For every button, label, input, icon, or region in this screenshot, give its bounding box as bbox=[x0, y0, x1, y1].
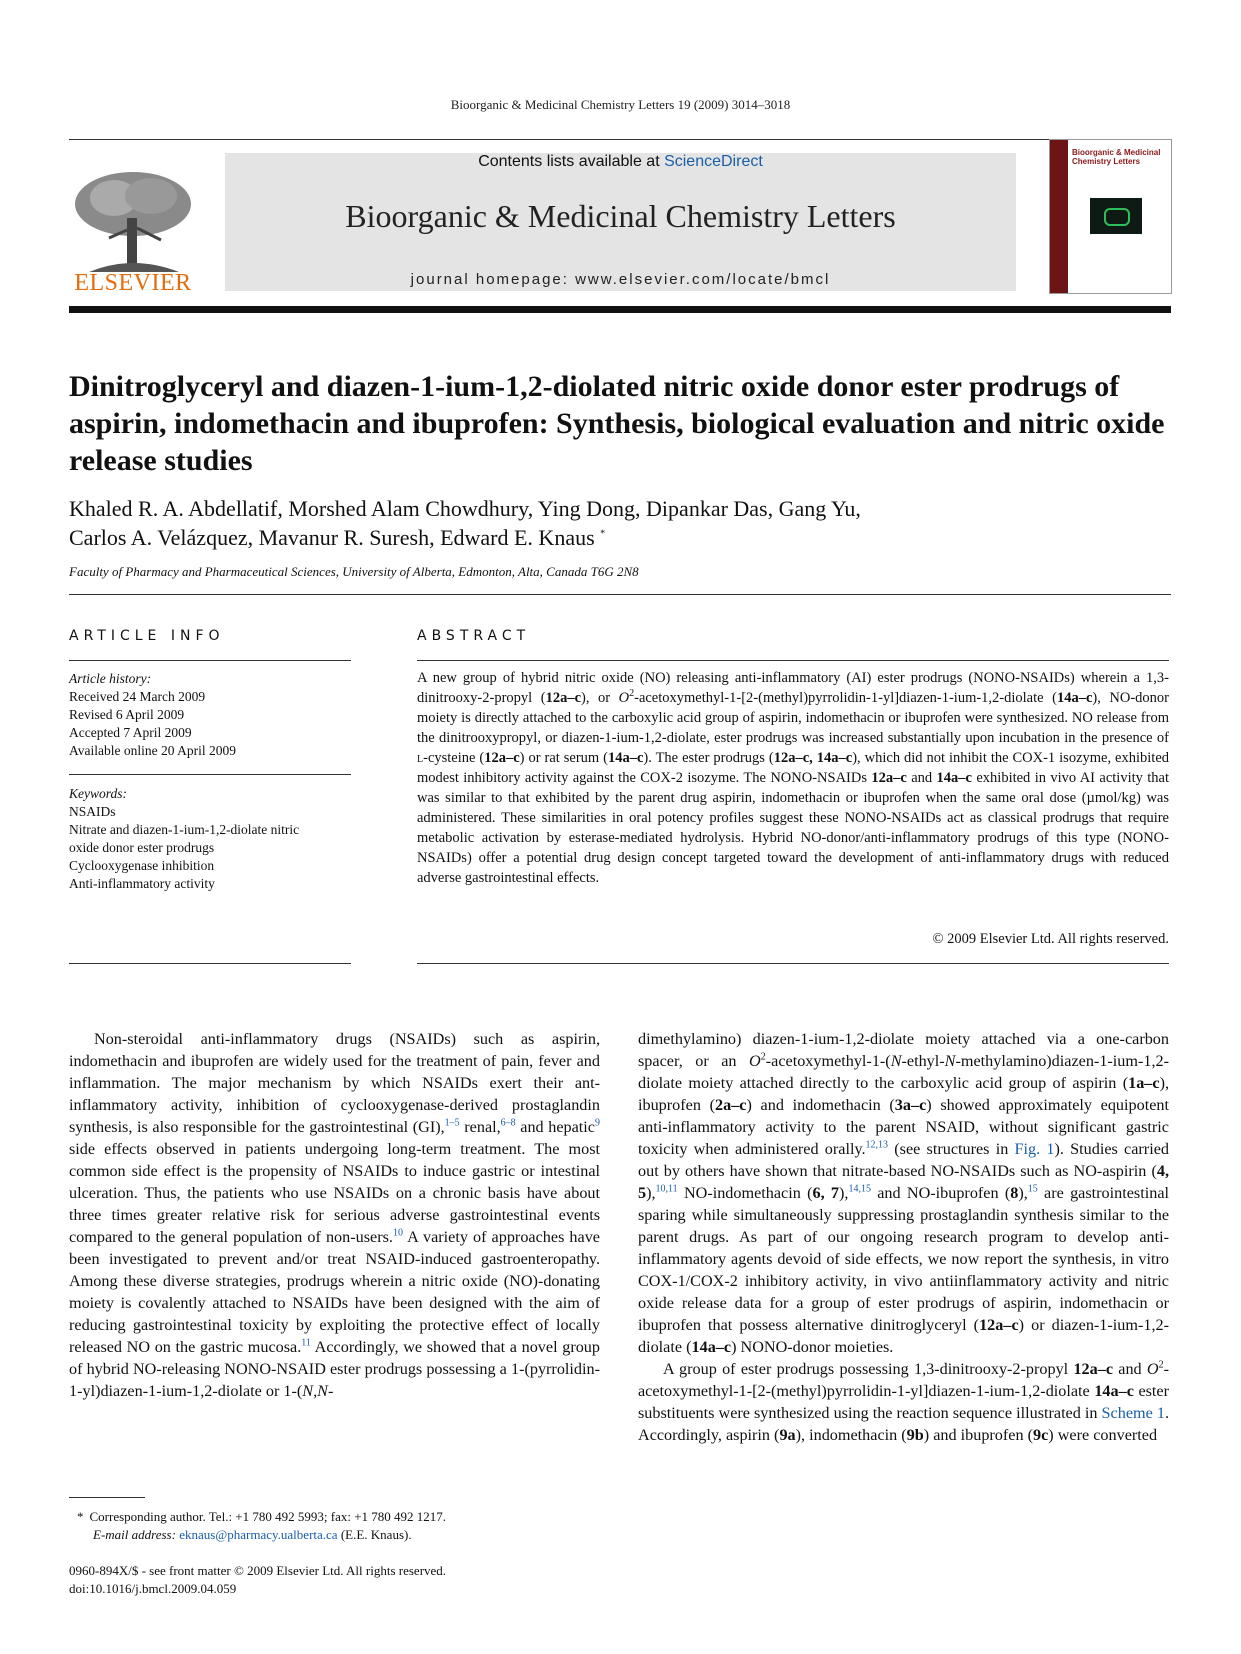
abstract-rule-top bbox=[417, 660, 1169, 661]
abstract-text: A new group of hybrid nitric oxide (NO) releasing anti-inflammatory (AI) ester prodrugs (NONO-NSAIDs) wherein a 1,3-dinitrooxy-2-propyl (12a–c), or $O^2-acetoxymethyl-1-[2-(methyl)pyrrolidin-1-yl]diazen-1-ium-1,2$-diolate (14a–c), NO-donor moiety is directly attached to the carboxylic acid group of aspirin, indomethacin or ibuprofen were synthesized. NO release from the dinitrooxypropyl, or diazen-1-ium-1,2-diolate, ester prodrugs was increased substantially upon incubation in the presence of l-cysteine (12a–c) or rat serum (14a–c). The ester prodrugs (12a–c, 14a–c), which did not inhibit the COX-1 isozyme, exhibited modest inhibitory activity against the COX-2 isozyme. The NONO-NSAIDs 12a–c and 14a–c exhibited in vivo AI activity that was similar to that exhibited by the parent drug aspirin, indomethacin or ibuprofen when the same oral dose (µmol/kg) was administered. These similarities in oral potency profiles suggest these NONO-NSAIDs act as classical prodrugs that require metabolic activation by esterase-mediated hydrolysis. Hybrid NO-donor/anti-inflammatory prodrugs of this type (NONO-NSAIDs) offer a potential drug design concept targeted toward the development of anti-inflammatory drugs with reduced adverse gastrointestinal effects. bbox=[417, 670, 1170, 886]
sciencedirect-link[interactable]: ScienceDirect bbox=[664, 153, 763, 170]
info-rule-mid bbox=[69, 774, 351, 775]
info-rule-bottom bbox=[69, 963, 351, 964]
history-revised: Revised 6 April 2009 bbox=[69, 707, 185, 722]
header-rule bbox=[69, 139, 1171, 140]
email-label: E-mail address: bbox=[93, 1527, 176, 1542]
email-suffix: (E.E. Knaus). bbox=[340, 1527, 412, 1542]
journal-reference: Bioorganic & Medicinal Chemistry Letters 19 (2009) 3014–3018 bbox=[450, 97, 791, 112]
keyword-item: NSAIDs bbox=[69, 804, 116, 819]
article-info-heading: ARTICLE INFO bbox=[69, 628, 225, 644]
cover-spine bbox=[1050, 140, 1068, 293]
copyright-notice: © 2009 Elsevier Ltd. All rights reserved. bbox=[932, 931, 1169, 947]
corresponding-author-note: Corresponding author. Tel.: +1 780 492 5993; fax: +1 780 492 1217. bbox=[89, 1509, 447, 1524]
cover-figure bbox=[1090, 198, 1142, 234]
keyword-item: Nitrate and diazen-1-ium-1,2-diolate nitric bbox=[69, 822, 300, 837]
footnote-rule bbox=[69, 1497, 145, 1498]
affiliation-rule bbox=[69, 594, 1171, 595]
abstract-rule-bottom bbox=[417, 963, 1169, 964]
history-accepted: Accepted 7 April 2009 bbox=[69, 725, 192, 740]
keywords bbox=[69, 785, 351, 893]
corresponding-author-mark[interactable]: * bbox=[600, 528, 606, 540]
author-list bbox=[69, 494, 1169, 552]
history-received: Received 24 March 2009 bbox=[69, 689, 206, 704]
journal-homepage[interactable]: journal homepage: www.elsevier.com/locate/bmcl bbox=[410, 271, 831, 288]
keyword-item: Cyclooxygenase inhibition bbox=[69, 858, 215, 873]
keyword-item: Anti-inflammatory activity bbox=[69, 876, 215, 891]
elsevier-wordmark: ELSEVIER bbox=[74, 270, 192, 296]
email-link[interactable]: eknaus@pharmacy.ualberta.ca bbox=[179, 1527, 338, 1542]
authors-line-1: Khaled R. A. Abdellatif, Morshed Alam Chowdhury, Ying Dong, Dipankar Das, Gang Yu, bbox=[69, 496, 861, 521]
contents-line bbox=[225, 153, 1016, 171]
keyword-item: oxide donor ester prodrugs bbox=[69, 840, 215, 855]
cover-title: Bioorganic & Medicinal Chemistry Letters bbox=[1072, 148, 1161, 166]
journal-title: Bioorganic & Medicinal Chemistry Letters bbox=[345, 198, 896, 234]
history-online: Available online 20 April 2009 bbox=[69, 743, 236, 758]
info-rule-top bbox=[69, 660, 351, 661]
affiliation: Faculty of Pharmacy and Pharmaceutical Sciences, University of Alberta, Edmonton, Alta, Canada T6G 2N8 bbox=[69, 564, 639, 579]
contents-prefix: Contents lists available at bbox=[478, 153, 665, 170]
body-column-right: dimethylamino) diazen-1-ium-1,2-diolate moiety attached via a one-carbon spacer, or an $O^2-acetoxymethyl-1-(N-ethyl-N-methylamino)diazen-1-ium-1,2$-diolate moiety attached directly to the carboxylic acid group of aspirin (1a–c), ibuprofen (2a–c) and indomethacin (3a–c) showed approximately equipotent anti-inflammatory activity to the parent NSAID, without significant gastric toxicity when administered orally.$^{12,13}$ (see structures in Fig. 1). Studies carried out by others have shown that nitrate-based NO-NSAIDs such as NO-aspirin (4, 5),$^{10,11}$ NO-indomethacin (6, 7),$^{14,15}$ and NO-ibuprofen (8),$^{15}$ are gastrointestinal sparing while simultaneously suppressing prostaglandin synthesis similar to the parent drugs. As part of our ongoing research program to develop anti-inflammatory agents devoid of side effects, we now report the synthesis, in vitro COX-1/COX-2 inhibitory activity, in vivo antiinflammatory activity and nitric oxide release data for a group of ester prodrugs of aspirin, indomethacin or ibuprofen that possess alternative dinitroglyceryl (12a–c) or diazen-1-ium-1,2-diolate (14a–c) NONO-donor moieties. A group of ester prodrugs possessing 1,3-dinitrooxy-2-propyl 12a–c and $O^2-acetoxymethyl-1-[2-(methyl)pyrrolidin-1-yl]diazen-1-ium-1,2$-diolate 14a–c ester substituents were synthesized using the reaction sequence illustrated in Scheme 1. Accordingly, aspirin (9a), indomethacin (9b) and ibuprofen (9c) were converted bbox=[638, 1030, 1170, 1444]
issn-line: 0960-894X/$ - see front matter © 2009 Elsevier Ltd. All rights reserved. bbox=[69, 1563, 447, 1578]
abstract-heading: ABSTRACT bbox=[417, 628, 531, 644]
footnote: * Corresponding author. Tel.: +1 780 492 5993; fax: +1 780 492 1217. E-mail address: eknaus@pharmacy.ualberta.ca (E.E. Knaus). bbox=[77, 1509, 447, 1542]
header-thick-rule bbox=[69, 306, 1171, 313]
keywords-label: Keywords: bbox=[69, 786, 127, 801]
article-history bbox=[69, 670, 351, 760]
issn-doi bbox=[69, 1562, 446, 1598]
history-label: Article history: bbox=[69, 671, 152, 686]
doi-line[interactable]: doi:10.1016/j.bmcl.2009.04.059 bbox=[69, 1581, 237, 1596]
journal-cover-image bbox=[1049, 139, 1172, 294]
authors-line-2: Carlos A. Velázquez, Mavanur R. Suresh, Edward E. Knaus bbox=[69, 525, 595, 550]
body-column-left: Non-steroidal anti-inflammatory drugs (NSAIDs) such as aspirin, indomethacin and ibuprofen are widely used for the treatment of pain, fever and inflammation. The major mechanism by which NSAIDs exert their ant-inflammatory activity, inhibition of cyclooxygenase-derived prostaglandin synthesis, is also responsible for the gastrointestinal (GI),$^{1-5}$ renal,$^{6-8}$ and hepatic$^9$ side effects observed in patients undergoing long-term treatment. The most common side effect is the propensity of NSAIDs to induce gastric or intestinal ulceration. Thus, the patients who use NSAIDs on a chronic basis have about three times greater relative risk for serious adverse gastrointestinal events compared to the general population of non-users.$^{10}$ A variety of approaches have been investigated to prevent and/or treat NSAID-induced gastroenteropathy. Among these diverse strategies, prodrugs wherein a nitric oxide (NO)-donating moiety is covalently attached to NSAIDs have been designed with the aim of reducing gastrointestinal toxicity by exploiting the protective effect of locally released NO on the gastric mucosa.$^{11}$ Accordingly, we showed that a novel group of hybrid NO-releasing NONO-NSAID ester prodrugs possessing a 1-(pyrrolidin-1-yl)diazen-1-ium-1,2-diolate or 1-(N,N- bbox=[69, 1030, 600, 1400]
article-title: Dinitroglyceryl and diazen-1-ium-1,2-diolated nitric oxide donor ester prodrugs of aspirin, indomethacin and ibuprofen: Synthesis, biological evaluation and nitric oxide release studies bbox=[69, 370, 1165, 477]
